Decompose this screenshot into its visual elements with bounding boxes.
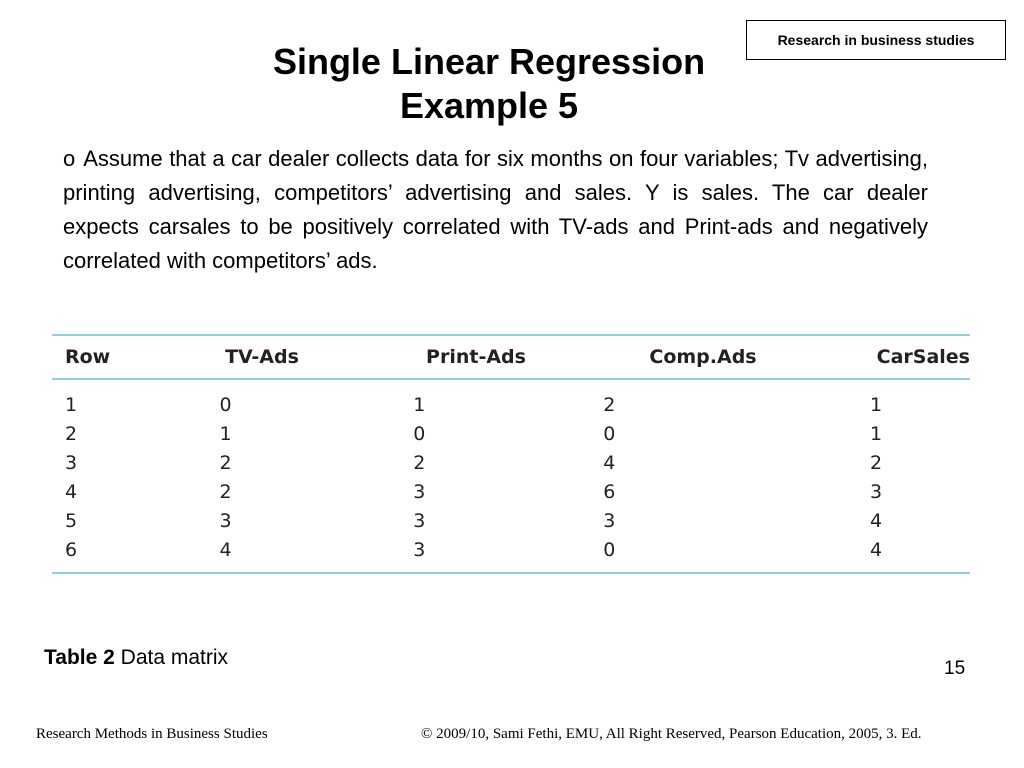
slide-title xyxy=(200,40,778,128)
table-cell: 2 xyxy=(65,422,78,445)
slide-title-line2: Example 5 xyxy=(399,85,579,126)
body-paragraph xyxy=(63,142,928,278)
caption-text: Data matrix xyxy=(120,646,229,669)
table-cell: 3 xyxy=(413,509,426,532)
header-carsales: CarSales xyxy=(876,346,970,368)
table-cell: 2 xyxy=(413,451,426,474)
table-cell: 3 xyxy=(869,480,883,503)
table-cell: 2 xyxy=(219,480,232,503)
table-cell: 4 xyxy=(219,538,232,561)
header-comp-ads: Comp.Ads xyxy=(649,346,757,368)
table-cell: 3 xyxy=(603,509,616,532)
caption-label: Table 2 xyxy=(44,646,115,669)
table-cell: 1 xyxy=(65,393,78,416)
table-row xyxy=(52,419,970,448)
course-badge: Research in business studies xyxy=(746,20,1006,60)
table-cell: 0 xyxy=(603,538,616,561)
table-cell: 3 xyxy=(219,509,232,532)
table-row xyxy=(52,390,970,419)
table-cell: 3 xyxy=(413,538,426,561)
table-cell: 2 xyxy=(603,393,616,416)
table-cell: 6 xyxy=(65,538,78,561)
header-row: Row xyxy=(65,346,111,368)
slide-title-line1: Single Linear Regression xyxy=(272,41,706,82)
table-cell: 3 xyxy=(65,451,78,474)
table-cell: 4 xyxy=(65,480,78,503)
table-row xyxy=(52,535,970,564)
table-cell: 1 xyxy=(219,422,232,445)
table-cell: 0 xyxy=(219,393,232,416)
table-cell: 1 xyxy=(869,422,883,445)
table-cell: 4 xyxy=(869,538,883,561)
footer-copyright: © 2009/10, Sami Fethi, EMU, All Right Reserved, Pearson Education, 2005, 3. Ed. xyxy=(421,726,922,742)
table-cell: 2 xyxy=(219,451,232,474)
table-header-row xyxy=(52,336,970,380)
table-row xyxy=(52,477,970,506)
table-row xyxy=(52,448,970,477)
table-row xyxy=(52,506,970,535)
header-tv-ads: TV-Ads xyxy=(225,346,299,368)
data-matrix-table xyxy=(52,334,970,574)
table-cell: 1 xyxy=(413,393,426,416)
table-cell: 3 xyxy=(413,480,426,503)
table-cell: 0 xyxy=(603,422,616,445)
footer-course: Research Methods in Business Studies xyxy=(36,726,268,742)
table-cell: 2 xyxy=(869,451,883,474)
page-number: 15 xyxy=(944,658,966,679)
table-body xyxy=(52,380,970,572)
table-cell: 5 xyxy=(65,509,78,532)
table-cell: 0 xyxy=(413,422,426,445)
table-cell: 1 xyxy=(869,393,883,416)
table-caption xyxy=(44,646,228,670)
bullet-marker: o xyxy=(63,146,76,171)
table-cell: 4 xyxy=(603,451,616,474)
body-text: Assume that a car dealer collects data for six months on four variables; Tv advertising, printing advertising, competitors’ advertising and sales. Y is sales. The car dealer expects carsales to be positively correlated with TV-ads and Print-ads and negatively correlated with competitors’ ads. xyxy=(63,146,928,273)
table-cell: 4 xyxy=(869,509,883,532)
header-print-ads: Print-Ads xyxy=(426,346,526,368)
table-cell: 6 xyxy=(603,480,616,503)
